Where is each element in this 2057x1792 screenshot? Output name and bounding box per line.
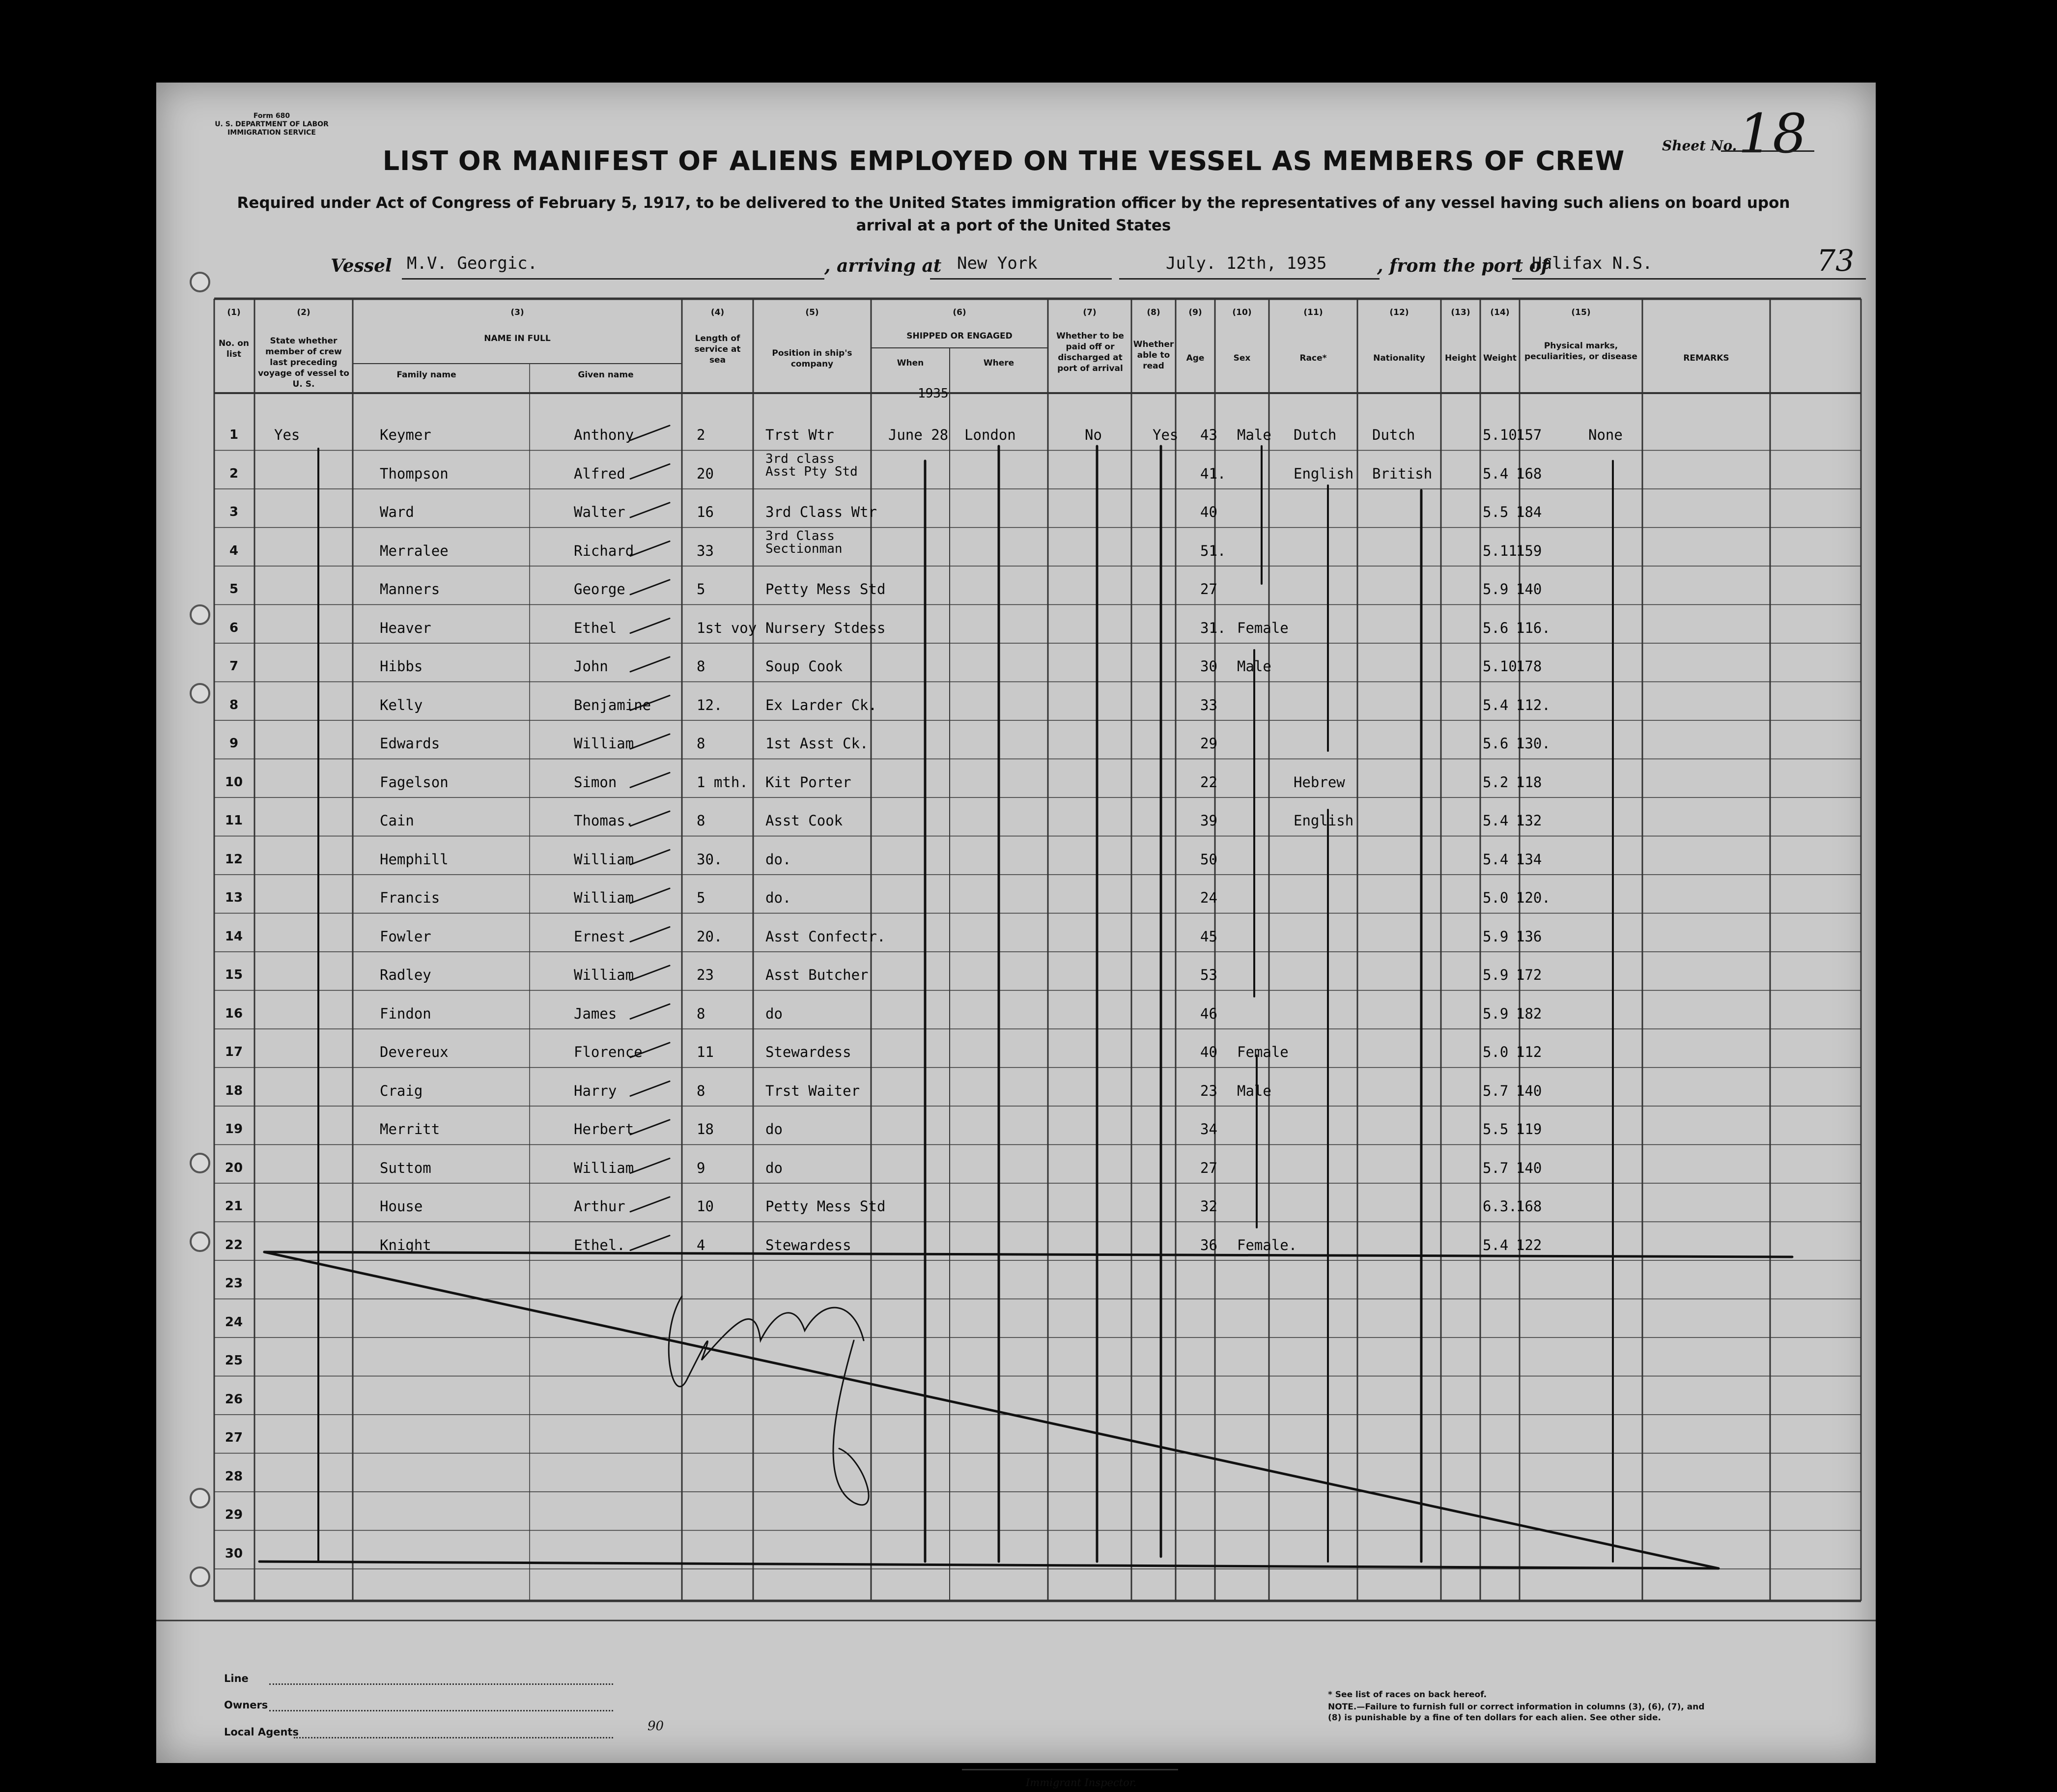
cell-position: do xyxy=(765,1159,783,1176)
header-state-whether: State whether member of crew last preceding voyage of vessel to U. S. xyxy=(258,336,349,389)
header-weight: Weight xyxy=(1483,353,1517,363)
sheet-number: 18 xyxy=(1738,102,1807,165)
cell-weight: 134 xyxy=(1516,851,1542,868)
cell-family-name: Merritt xyxy=(380,1121,440,1138)
cell-height: 5.4 xyxy=(1483,465,1509,482)
check-stroke xyxy=(630,464,670,479)
cell-weight: 168 xyxy=(1516,1198,1542,1215)
row-number: 4 xyxy=(229,543,239,558)
cell-given-name: Arthur xyxy=(574,1198,625,1215)
header-shipped: SHIPPED OR ENGAGED xyxy=(906,331,1013,341)
header-paid-off: Whether to be paid off or discharged at port of arrival xyxy=(1056,331,1124,373)
col-number-11: (11) xyxy=(1303,308,1323,317)
check-stroke xyxy=(630,734,670,749)
cell-given-name: Ernest xyxy=(574,928,625,945)
cell-family-name: Hemphill xyxy=(380,851,449,868)
cell-race: Hebrew xyxy=(1294,773,1345,791)
cell-given-name: Walter xyxy=(574,504,625,520)
header-when: When xyxy=(897,358,924,368)
cell-age: 31. xyxy=(1200,619,1226,636)
cell-given-name: James xyxy=(574,1005,617,1022)
check-stroke xyxy=(630,966,670,980)
cell-height: 5.9 xyxy=(1483,928,1509,945)
cell-length-service: 5 xyxy=(697,889,705,906)
cell-length-service: 16 xyxy=(697,504,714,520)
cell-sex: Female xyxy=(1237,619,1289,636)
from-port: Halifax N.S. xyxy=(1532,254,1653,273)
row-number: 23 xyxy=(225,1276,243,1291)
cell-length-service: 1 mth. xyxy=(697,773,748,791)
header-family-name: Family name xyxy=(396,370,456,380)
cell-weight: 184 xyxy=(1516,504,1542,520)
handwritten-mark: 90 xyxy=(648,1719,664,1734)
cell-family-name: Knight xyxy=(380,1236,431,1253)
cell-position: Asst Butcher xyxy=(765,967,869,983)
header-height: Height xyxy=(1445,353,1476,363)
cell-age: 40 xyxy=(1200,504,1217,520)
cell-weight: 116. xyxy=(1516,619,1550,636)
header-sex: Sex xyxy=(1233,353,1251,363)
cell-paid-off: No xyxy=(1085,427,1102,443)
cell-sex: Female xyxy=(1237,1044,1289,1060)
cell-position: Stewardess xyxy=(765,1236,851,1253)
cell-position: Petty Mess Std xyxy=(765,1198,886,1215)
cell-age: 27 xyxy=(1200,1159,1217,1176)
header-able-read: Whether able to read xyxy=(1133,340,1174,371)
cell-weight: 136 xyxy=(1516,928,1542,945)
cell-length-service: 8 xyxy=(697,658,705,675)
page-title: LIST OR MANIFEST OF ALIENS EMPLOYED ON THE VESSEL AS MEMBERS OF CREW xyxy=(382,145,1625,176)
col-number-2: (2) xyxy=(297,308,310,317)
col-number-15: (15) xyxy=(1571,308,1591,317)
cell-height: 5.6 xyxy=(1483,619,1509,636)
cell-length-service: 18 xyxy=(697,1121,714,1138)
cell-family-name: Craig xyxy=(380,1082,423,1099)
cell-age: 36 xyxy=(1200,1236,1217,1253)
footer-owners-label: Owners xyxy=(224,1699,268,1711)
footer-line-label: Line xyxy=(224,1673,249,1684)
col-number-5: (5) xyxy=(805,308,819,317)
cell-weight: 168 xyxy=(1516,465,1542,482)
check-stroke xyxy=(630,927,670,942)
cell-given-name: Florence xyxy=(574,1044,643,1060)
cell-length-service: 9 xyxy=(697,1159,705,1176)
col-number-10: (10) xyxy=(1232,308,1252,317)
cell-nationality: British xyxy=(1372,465,1433,482)
col-number-1: (1) xyxy=(227,308,241,317)
cell-weight: 140 xyxy=(1516,581,1542,597)
cell-family-name: Suttom xyxy=(380,1159,431,1176)
cell-able-read: Yes xyxy=(1153,427,1179,443)
row-number: 2 xyxy=(229,466,239,481)
cell-family-name: Edwards xyxy=(380,735,440,752)
closing-line xyxy=(264,1252,1792,1257)
cell-weight: 140 xyxy=(1516,1082,1542,1099)
row-number: 6 xyxy=(229,620,239,635)
cell-weight: 130. xyxy=(1516,735,1550,752)
check-stroke xyxy=(630,811,670,826)
cell-length-service: 5 xyxy=(697,581,705,597)
cell-length-service: 8 xyxy=(697,1005,705,1022)
cell-when: June 28 xyxy=(888,427,949,443)
cell-height: 5.2 xyxy=(1483,773,1509,791)
cell-weight: 122 xyxy=(1516,1236,1542,1253)
cell-sex: Male xyxy=(1237,427,1271,443)
check-stroke xyxy=(630,657,670,672)
cell-height: 5.7 xyxy=(1483,1159,1509,1176)
cell-family-name: Merralee xyxy=(380,542,449,559)
row-number: 8 xyxy=(229,697,239,712)
cell-age: 23 xyxy=(1200,1082,1217,1099)
page-subtitle: Required under Act of Congress of February 5, 1917, to be delivered to the United States immigration officer by the representatives of any vessel having such aliens on board upon arrival at a port of the United States xyxy=(237,194,1790,234)
cell-height: 5.6 xyxy=(1483,735,1509,752)
cell-weight: 120. xyxy=(1516,889,1550,906)
cell-length-service: 20. xyxy=(697,928,723,945)
cell-position: do xyxy=(765,1005,783,1022)
cell-length-service: 11 xyxy=(697,1044,714,1060)
cell-height: 5.0 xyxy=(1483,889,1509,906)
cell-weight: 112. xyxy=(1516,696,1550,713)
cell-family-name: Radley xyxy=(380,967,431,983)
header-age: Age xyxy=(1186,353,1205,363)
cell-position: do. xyxy=(765,851,791,868)
cell-family-name: Kelly xyxy=(380,696,423,713)
cell-position: 3rd Class Sectionman xyxy=(765,528,843,556)
row-number: 3 xyxy=(229,505,239,519)
cell-given-name: Herbert xyxy=(574,1121,634,1138)
row-number: 30 xyxy=(225,1546,243,1561)
cell-family-name: Devereux xyxy=(380,1044,449,1060)
cell-position: Stewardess xyxy=(765,1044,851,1060)
arrival-date: July. 12th, 1935 xyxy=(1166,254,1327,273)
check-stroke xyxy=(630,541,670,556)
cell-family-name: Thompson xyxy=(380,465,449,482)
row-number: 25 xyxy=(225,1353,243,1368)
cell-height: 5.9 xyxy=(1483,1005,1509,1022)
header-remarks: REMARKS xyxy=(1683,353,1729,363)
cell-height: 5.4 xyxy=(1483,1236,1509,1253)
cell-position: 1st Asst Ck. xyxy=(765,735,869,752)
cell-age: 40 xyxy=(1200,1044,1217,1060)
cell-given-name: William xyxy=(574,967,634,983)
cell-age: 51. xyxy=(1200,542,1226,559)
cell-position: Kit Porter xyxy=(765,773,851,791)
cell-height: 5.11 xyxy=(1483,542,1517,559)
header-race: Race* xyxy=(1299,353,1327,363)
header-given-name: Given name xyxy=(578,370,634,380)
cell-age: 41. xyxy=(1200,465,1226,482)
cell-given-name: Benjamine xyxy=(574,696,651,713)
cell-given-name: Richard xyxy=(574,542,634,559)
cell-family-name: Fowler xyxy=(380,928,431,945)
cell-given-name: Ethel. xyxy=(574,1236,625,1253)
row-number: 10 xyxy=(225,774,243,790)
cell-weight: 118 xyxy=(1516,773,1542,791)
cell-position: Nursery Stdess xyxy=(765,619,886,636)
col-number-3: (3) xyxy=(510,308,524,317)
cell-given-name: Harry xyxy=(574,1082,617,1099)
page-code: 73 xyxy=(1817,244,1855,278)
cell-height: 5.4 xyxy=(1483,851,1509,868)
cell-given-name: William xyxy=(574,1159,634,1176)
cell-race: English xyxy=(1294,812,1354,829)
cell-given-name: Ethel xyxy=(574,619,617,636)
cell-height: 5.9 xyxy=(1483,967,1509,983)
cell-height: 5.10 xyxy=(1483,658,1517,675)
row-number: 13 xyxy=(225,890,243,905)
cell-age: 50 xyxy=(1200,851,1217,868)
col-number-12: (12) xyxy=(1389,308,1409,317)
cell-given-name: Alfred xyxy=(574,465,625,482)
inspector-signature xyxy=(669,1296,869,1505)
cell-given-name: Anthony xyxy=(574,427,634,443)
cell-age: 32 xyxy=(1200,1198,1217,1215)
row-number: 22 xyxy=(225,1237,243,1252)
vessel-name: M.V. Georgic. xyxy=(407,254,538,273)
arriving-label: , arriving at xyxy=(824,256,942,276)
penalty-note: NOTE.—Failure to furnish full or correct information in columns (3), (6), (7), and (8) is punishable by a fine of ten dollars for each alien. See other side. xyxy=(1328,1702,1705,1723)
sheet-label: Sheet No. xyxy=(1662,138,1737,154)
col-number-8: (8) xyxy=(1147,308,1160,317)
col-number-13: (13) xyxy=(1451,308,1470,317)
cell-height: 5.4 xyxy=(1483,812,1509,829)
cell-position: 3rd Class Wtr xyxy=(765,504,877,520)
cell-position: 3rd class Asst Pty Std xyxy=(765,451,858,479)
closing-bottom-line xyxy=(259,1562,1719,1568)
cell-family-name: Francis xyxy=(380,889,440,906)
cell-member: Yes xyxy=(274,427,300,443)
col-number-6: (6) xyxy=(953,308,966,317)
check-stroke xyxy=(630,773,670,788)
check-stroke xyxy=(630,580,670,595)
cell-position: Petty Mess Std xyxy=(765,581,886,597)
check-stroke xyxy=(630,1197,670,1212)
cell-position: Trst Wtr xyxy=(765,427,834,443)
col-number-4: (4) xyxy=(710,308,725,317)
cell-length-service: 4 xyxy=(697,1236,705,1253)
check-stroke xyxy=(630,619,670,633)
cell-given-name: William xyxy=(574,889,634,906)
row-number: 5 xyxy=(229,582,239,597)
cell-family-name: Heaver xyxy=(380,619,431,636)
header-name-in-full: NAME IN FULL xyxy=(484,334,551,343)
cell-weight: 140 xyxy=(1516,1159,1542,1176)
row-number: 11 xyxy=(225,813,243,828)
cell-length-service: 33 xyxy=(697,542,714,559)
col-number-7: (7) xyxy=(1083,308,1097,317)
cell-sex: Male xyxy=(1237,658,1271,675)
row-number: 28 xyxy=(225,1469,243,1484)
vessel-label: Vessel xyxy=(331,256,392,276)
cell-height: 5.7 xyxy=(1483,1082,1509,1099)
cell-family-name: Findon xyxy=(380,1005,431,1022)
cell-age: 34 xyxy=(1200,1121,1217,1138)
cell-length-service: 20 xyxy=(697,465,714,482)
check-stroke xyxy=(630,426,670,440)
cell-given-name: George xyxy=(574,581,625,597)
cell-age: 30 xyxy=(1200,658,1217,675)
cell-height: 5.5 xyxy=(1483,504,1509,520)
cell-length-service: 2 xyxy=(697,427,705,443)
cell-age: 43 xyxy=(1200,427,1217,443)
check-stroke xyxy=(630,1159,670,1173)
row-number: 27 xyxy=(225,1430,243,1445)
closing-diagonal xyxy=(264,1252,1719,1568)
check-stroke xyxy=(630,888,670,903)
cell-length-service: 1st voy xyxy=(697,619,757,636)
row-number: 14 xyxy=(225,929,243,944)
cell-length-service: 8 xyxy=(697,735,705,752)
cell-weight: 178 xyxy=(1516,658,1542,675)
cell-family-name: Ward xyxy=(380,504,414,520)
header-physical: Physical marks, peculiarities, or disease xyxy=(1524,341,1637,362)
row-number: 19 xyxy=(225,1122,243,1137)
races-note: * See list of races on back hereof. xyxy=(1328,1690,1487,1700)
cell-family-name: Hibbs xyxy=(380,658,423,675)
cell-length-service: 12. xyxy=(697,696,723,713)
cell-age: 39 xyxy=(1200,812,1217,829)
check-stroke xyxy=(630,850,670,865)
cell-weight: 182 xyxy=(1516,1005,1542,1022)
row-number: 21 xyxy=(225,1199,243,1214)
form-code: Form 680 U. S. DEPARTMENT OF LABOR IMMIGRATION SERVICE xyxy=(215,112,329,137)
row-number: 7 xyxy=(229,659,239,674)
cell-position: Ex Larder Ck. xyxy=(765,696,877,713)
cell-position: do xyxy=(765,1121,783,1138)
row-number: 17 xyxy=(225,1045,243,1059)
row-number: 24 xyxy=(225,1314,243,1330)
row-number: 26 xyxy=(225,1392,243,1407)
cell-length-service: 10 xyxy=(697,1198,714,1215)
col-number-14: (14) xyxy=(1490,308,1510,317)
cell-family-name: Keymer xyxy=(380,427,431,443)
cell-length-service: 30. xyxy=(697,851,723,868)
col-number-9: (9) xyxy=(1188,308,1202,317)
header-length-service: Length of service at sea xyxy=(694,334,741,365)
cell-where: London xyxy=(964,427,1016,443)
cell-weight: 172 xyxy=(1516,967,1542,983)
header-where: Where xyxy=(983,358,1014,368)
cell-length-service: 23 xyxy=(697,967,714,983)
check-stroke xyxy=(630,1004,670,1019)
header-no-on-list: No. on list xyxy=(218,339,250,359)
manifest-sheet xyxy=(156,83,1876,1789)
check-stroke xyxy=(630,1120,670,1135)
cell-age: 27 xyxy=(1200,581,1217,597)
check-stroke xyxy=(630,503,670,517)
cell-weight: 157 xyxy=(1516,427,1542,443)
cell-weight: 112 xyxy=(1516,1044,1542,1060)
cell-position: Asst Confectr. xyxy=(765,928,886,945)
cell-age: 46 xyxy=(1200,1005,1217,1022)
cell-sex: Female. xyxy=(1237,1236,1297,1253)
cell-family-name: Manners xyxy=(380,581,440,597)
row-number: 1 xyxy=(229,427,239,442)
cell-physical-marks: None xyxy=(1588,427,1623,443)
cell-age: 24 xyxy=(1200,889,1217,906)
cell-nationality: Dutch xyxy=(1372,427,1415,443)
row-number: 29 xyxy=(225,1508,243,1522)
cell-given-name: William xyxy=(574,735,634,752)
cell-given-name: Thomas. xyxy=(574,812,634,829)
row-number: 9 xyxy=(229,736,239,751)
cell-position: Soup Cook xyxy=(765,658,843,675)
header-position: Position in ship's company xyxy=(772,348,852,369)
cell-given-name: William xyxy=(574,851,634,868)
cell-height: 6.3. xyxy=(1483,1198,1517,1215)
cell-given-name: Simon xyxy=(574,773,617,791)
cell-weight: 119 xyxy=(1516,1121,1542,1138)
cell-age: 22 xyxy=(1200,773,1217,791)
check-stroke xyxy=(630,1081,670,1096)
inspector-label: Immigrant Inspector. xyxy=(1026,1777,1137,1789)
cell-height: 5.9 xyxy=(1483,581,1509,597)
cell-position: do. xyxy=(765,889,791,906)
header-nationality: Nationality xyxy=(1373,353,1425,363)
check-stroke xyxy=(630,1236,670,1251)
cell-height: 5.0 xyxy=(1483,1044,1509,1060)
cell-weight: 132 xyxy=(1516,812,1542,829)
arriving-at: New York xyxy=(957,254,1038,273)
cell-given-name: John xyxy=(574,658,608,675)
from-label: , from the port of xyxy=(1377,256,1549,276)
row-number: 12 xyxy=(225,852,243,867)
footer-agents-label: Local Agents xyxy=(224,1726,299,1738)
row-number: 16 xyxy=(225,1006,243,1021)
cell-sex: Male xyxy=(1237,1082,1271,1099)
cell-race: Dutch xyxy=(1294,427,1337,443)
row-number: 18 xyxy=(225,1083,243,1098)
cell-age: 53 xyxy=(1200,967,1217,983)
cell-height: 5.5 xyxy=(1483,1121,1509,1138)
shipped-year: 1935 xyxy=(918,386,949,401)
cell-age: 45 xyxy=(1200,928,1217,945)
cell-weight: 159 xyxy=(1516,542,1542,559)
cell-age: 33 xyxy=(1200,696,1217,713)
cell-length-service: 8 xyxy=(697,1082,705,1099)
cell-height: 5.4 xyxy=(1483,696,1509,713)
row-number: 15 xyxy=(225,967,243,982)
cell-position: Asst Cook xyxy=(765,812,843,829)
cell-height: 5.10 xyxy=(1483,427,1517,443)
cell-family-name: Fagelson xyxy=(380,773,449,791)
cell-position: Trst Waiter xyxy=(765,1082,860,1099)
cell-length-service: 8 xyxy=(697,812,705,829)
cell-family-name: House xyxy=(380,1198,423,1215)
cell-family-name: Cain xyxy=(380,812,414,829)
row-number: 20 xyxy=(225,1160,243,1175)
cell-age: 29 xyxy=(1200,735,1217,752)
cell-race: English xyxy=(1294,465,1354,482)
